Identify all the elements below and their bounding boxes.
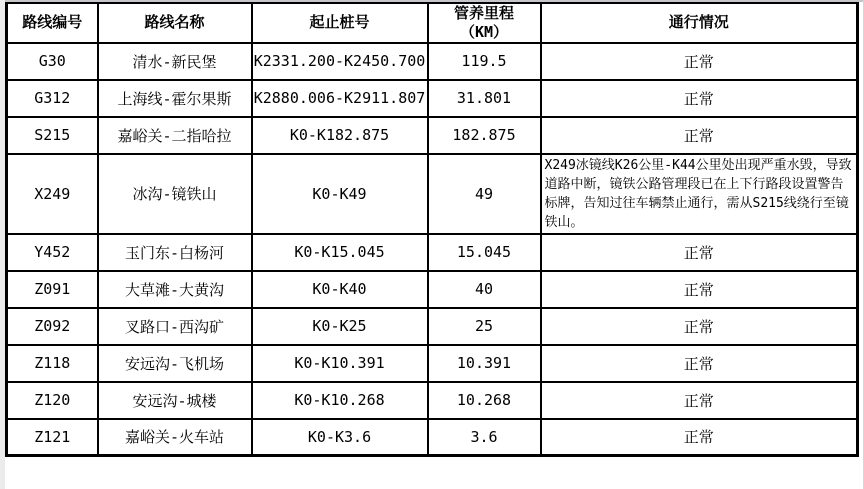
cell-mileage-km: 3.6 xyxy=(428,419,541,456)
cell-route-name: 冰沟-镜铁山 xyxy=(98,154,252,234)
table-row xyxy=(7,234,858,271)
table-row xyxy=(7,308,858,345)
cell-status: 正常 xyxy=(541,345,858,382)
road-status-table xyxy=(5,2,859,457)
header-row xyxy=(7,3,858,43)
cell-route-no: Z091 xyxy=(7,271,98,308)
cell-stake-range: K0-K15.045 xyxy=(252,234,428,271)
table-row xyxy=(7,154,858,234)
cell-route-no: Z121 xyxy=(7,419,98,456)
table-row xyxy=(7,419,858,456)
cell-mileage-km: 25 xyxy=(428,308,541,345)
cell-route-name: 清水-新民堡 xyxy=(98,43,252,80)
cell-stake-range: K0-K182.875 xyxy=(252,117,428,154)
cell-mileage-km: 49 xyxy=(428,154,541,234)
cell-route-no: X249 xyxy=(7,154,98,234)
cell-status: 正常 xyxy=(541,234,858,271)
cell-route-name: 安远沟-飞机场 xyxy=(98,345,252,382)
header-mileage-line2: （KM） xyxy=(459,22,509,41)
cell-mileage-km: 15.045 xyxy=(428,234,541,271)
cell-stake-range: K0-K10.391 xyxy=(252,345,428,382)
cell-route-no: Y452 xyxy=(7,234,98,271)
header-route-no: 路线编号 xyxy=(7,3,98,43)
cell-route-name: 上海线-霍尔果斯 xyxy=(98,80,252,117)
cell-status: 正常 xyxy=(541,117,858,154)
cell-status: X249冰镜线K26公里-K44公里处出现严重水毁，导致道路中断，镜铁公路管理段已在上下行路段设置警告标牌，告知过往车辆禁止通行，需从S215线绕行至镜铁山。 xyxy=(541,154,858,234)
header-stake-range: 起止桩号 xyxy=(252,3,428,43)
cell-route-name: 玉门东-白杨河 xyxy=(98,234,252,271)
cell-stake-range: K2880.006-K2911.807 xyxy=(252,80,428,117)
cell-mileage-km: 31.801 xyxy=(428,80,541,117)
cell-route-name: 嘉峪关-二指哈拉 xyxy=(98,117,252,154)
cell-mileage-km: 182.875 xyxy=(428,117,541,154)
cell-status: 正常 xyxy=(541,419,858,456)
cell-status: 正常 xyxy=(541,271,858,308)
header-mileage-line1: 管养里程 xyxy=(453,4,514,22)
cell-status: 正常 xyxy=(541,80,858,117)
cell-stake-range: K0-K40 xyxy=(252,271,428,308)
cell-status: 正常 xyxy=(541,382,858,419)
table-row xyxy=(7,271,858,308)
table-row xyxy=(7,43,858,80)
header-status: 通行情况 xyxy=(541,3,858,43)
cell-route-no: Z092 xyxy=(7,308,98,345)
table-body xyxy=(7,43,858,456)
cell-stake-range: K0-K25 xyxy=(252,308,428,345)
cell-stake-range: K0-K49 xyxy=(252,154,428,234)
cell-stake-range: K0-K3.6 xyxy=(252,419,428,456)
table-header xyxy=(7,3,858,43)
cell-route-name: 叉路口-西沟矿 xyxy=(98,308,252,345)
header-mileage xyxy=(428,3,541,43)
table-row xyxy=(7,117,858,154)
cell-route-no: Z120 xyxy=(7,382,98,419)
cell-route-no: S215 xyxy=(7,117,98,154)
table-row xyxy=(7,345,858,382)
cell-route-name: 安远沟-城楼 xyxy=(98,382,252,419)
cell-route-name: 嘉峪关-火车站 xyxy=(98,419,252,456)
cell-route-no: G312 xyxy=(7,80,98,117)
cell-mileage-km: 10.268 xyxy=(428,382,541,419)
cell-mileage-km: 40 xyxy=(428,271,541,308)
cell-status: 正常 xyxy=(541,308,858,345)
cell-route-no: G30 xyxy=(7,43,98,80)
cell-mileage-km: 119.5 xyxy=(428,43,541,80)
table-row xyxy=(7,382,858,419)
table-row xyxy=(7,80,858,117)
cell-stake-range: K0-K10.268 xyxy=(252,382,428,419)
cell-route-no: Z118 xyxy=(7,345,98,382)
header-route-name: 路线名称 xyxy=(98,3,252,43)
cell-route-name: 大草滩-大黄沟 xyxy=(98,271,252,308)
cell-mileage-km: 10.391 xyxy=(428,345,541,382)
cell-stake-range: K2331.200-K2450.700 xyxy=(252,43,428,80)
cell-status: 正常 xyxy=(541,43,858,80)
